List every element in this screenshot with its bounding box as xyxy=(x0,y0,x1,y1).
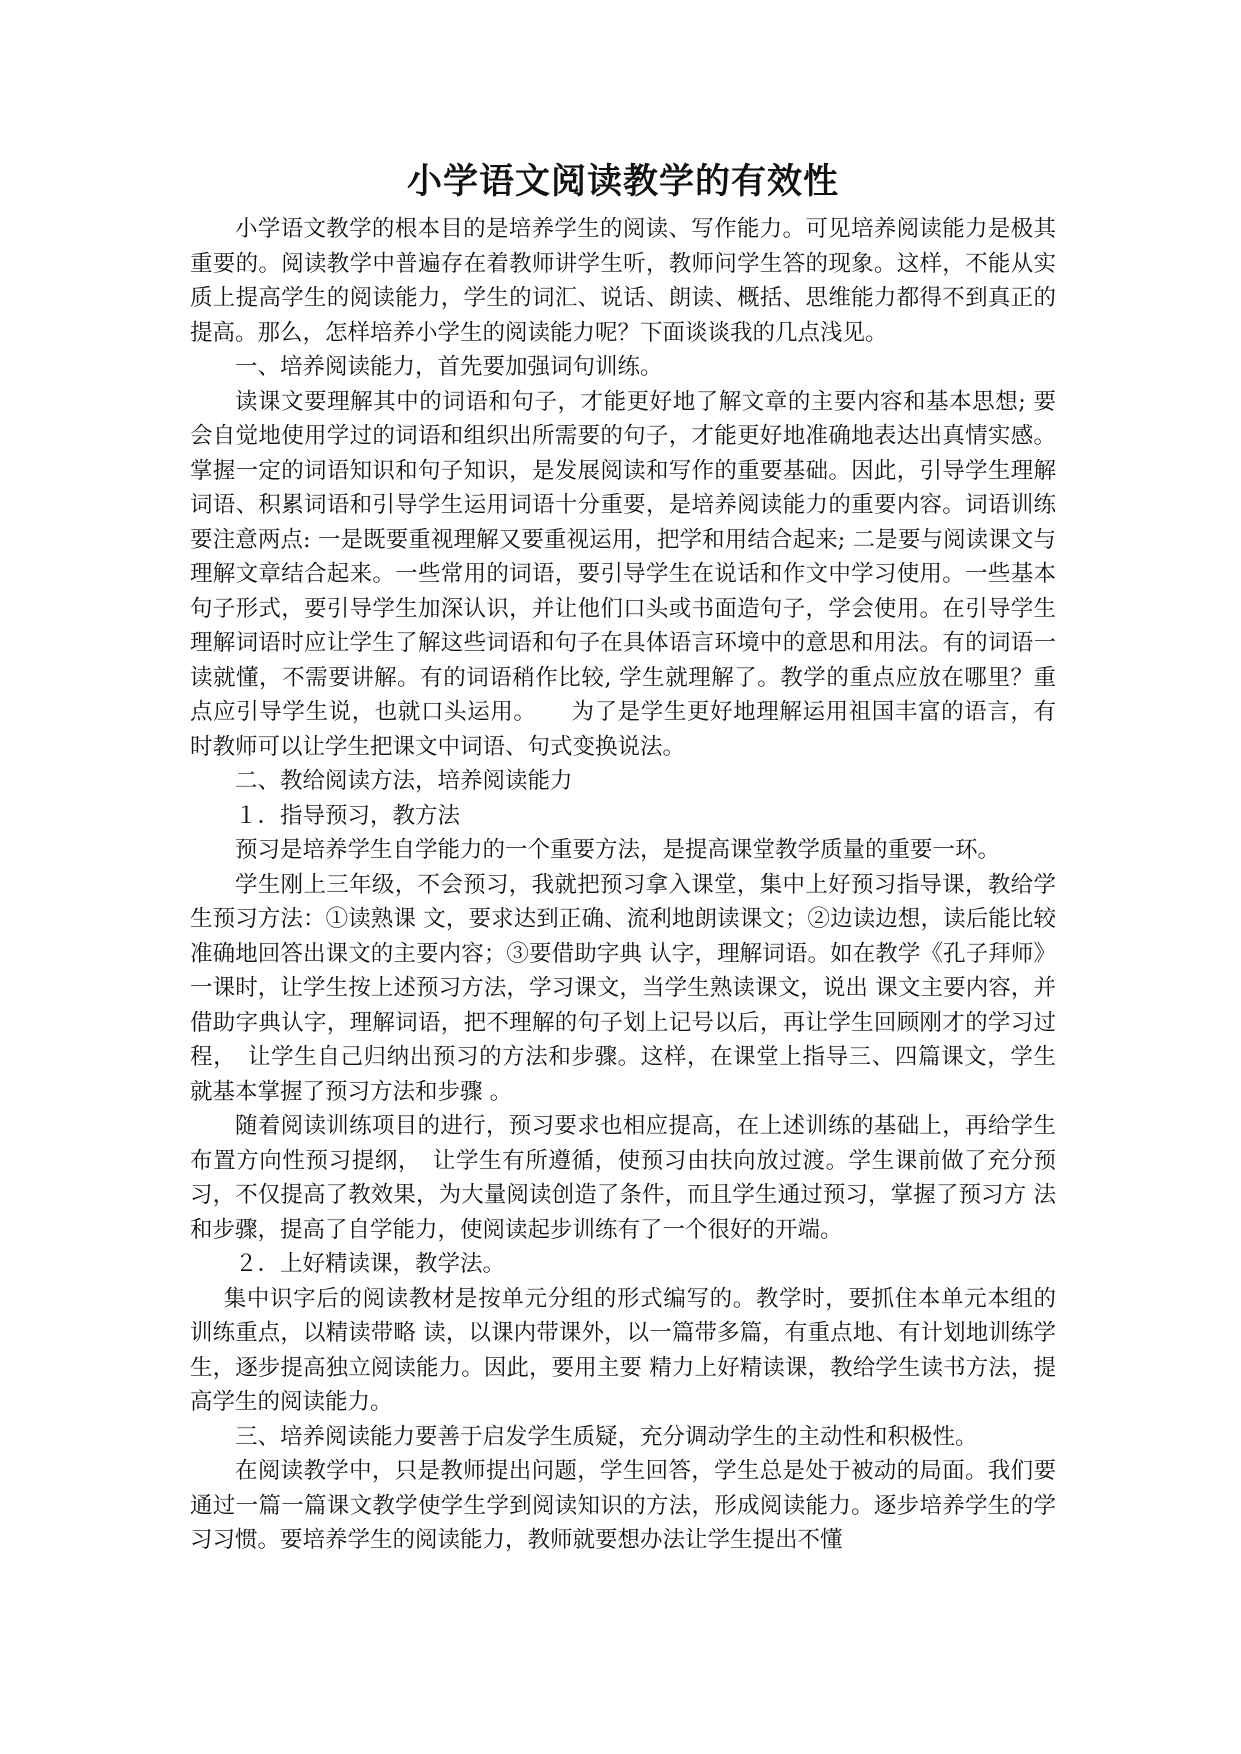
paragraph-preview-importance: 预习是培养学生自学能力的一个重要方法，是提高课堂教学质量的重要一环。 xyxy=(235,837,1001,863)
paragraph-questioning: 在阅读教学中，只是教师提出问题，学生回答，学生总是处于被动的局面。我们要通过一篇一篇课文教学使学生学到阅读知识的方法，形成阅读能力。逐步培养学生的学习习惯。要培养学生的阅读能力，教师就要想办法让学生提出不懂 xyxy=(190,1458,1056,1553)
heading-section-1: 一、培养阅读能力，首先要加强词句训练。 xyxy=(235,354,663,380)
document-page xyxy=(190,150,1056,1558)
subheading-preview: １．指导预习，教方法 xyxy=(235,802,461,829)
paragraph-intro: 小学语文教学的根本目的是培养学生的阅读、写作能力。可见培养阅读能力是极其重要的。阅读教学中普遍存在着教师讲学生听，教师问学生答的现象。这样，不能从实质上提高学生的阅读能力，学生的词汇、说话、朗读、概括、思维能力都得不到真正的提高。那么，怎样培养小学生的阅读能力呢？下面谈谈我的几点浅见。 xyxy=(190,216,1056,346)
paragraph-intensive-reading: 集中识字后的阅读教材是按单元分组的形式编写的。教学时，要抓住本单元本组的训练重点，以精读带略 读，以课内带课外，以一篇带多篇，有重点地、有计划地训练学生，逐步提高独立阅读能力。因此，要用主要 精力上好精读课，教给学生读书方法，提高学生的阅读能力。 xyxy=(190,1285,1056,1415)
paragraph-preview-progress: 随着阅读训练项目的进行，预习要求也相应提高，在上述训练的基础上，再给学生布置方向性预习提纲， 让学生有所遵循，使预习由扶向放过渡。学生课前做了充分预习，不仅提高了教效果，为大量阅读创造了条件，而且学生通过预习，掌握了预习方 法和步骤，提高了自学能力，使阅读起步训练有了一个很好的开端。 xyxy=(190,1113,1056,1243)
heading-section-3: 三、培养阅读能力要善于启发学生质疑，充分调动学生的主动性和积极性。 xyxy=(235,1423,978,1450)
heading-section-2: 二、教给阅读方法，培养阅读能力 xyxy=(235,768,573,794)
paragraph-preview-method: 学生刚上三年级，不会预习，我就把预习拿入课堂，集中上好预习指导课，教给学生预习方法：①读熟课 文，要求达到正确、流利地朗读课文；②边读边想，读后能比较准确地回答出课文的主要内容；③要借助字典 认字，理解词语。如在教学《孔子拜师》一课时，让学生按上述预习方法，学习课文，当学生熟读课文，说出 课文主要内容，并借助字典认字，理解词语，把不理解的句子划上记号以后，再让学生回顾刚才的学习过程， 让学生自己归纳出预习的方法和步骤。这样，在课堂上指导三、四篇课文，学生就基本掌握了预习方法和步骤 。 xyxy=(190,871,1056,1105)
subheading-intensive-reading: ２．上好精读课，教学法。 xyxy=(235,1251,506,1277)
document-title: 小学语文阅读教学的有效性 xyxy=(406,162,839,202)
paragraph-word-training: 读课文要理解其中的词语和句子，才能更好地了解文章的主要内容和基本思想; 要会自觉地使用学过的词语和组织出所需要的句子，才能更好地准确地表达出真情实感。掌握一定的词语知识和句子知识，是发展阅读和写作的重要基础。因此，引导学生理解词语、积累词语和引导学生运用词语十分重要，是培养阅读能力的重要内容。词语训练要注意两点: 一是既要重视理解又要重视运用，把学和用结合起来; 二是要与阅读课文与理解文章结合起来。一些常用的词语，要引导学生在说话和作文中学习使用。一些基本句子形式，要引导学生加深认识，并让他们口头或书面造句子，学会使用。在引导学生理解词语时应让学生了解这些词语和句子在具体语言环境中的意思和用法。有的词语一读就懂，不需要讲解。有的词语稍作比较, 学生就理解了。教学的重点应放在哪里？重点应引导学生说，也就口头运用。 为了是学生更好地理解运用祖国丰富的语言，有时教师可以让学生把课文中词语、句式变换说法。 xyxy=(190,388,1056,760)
